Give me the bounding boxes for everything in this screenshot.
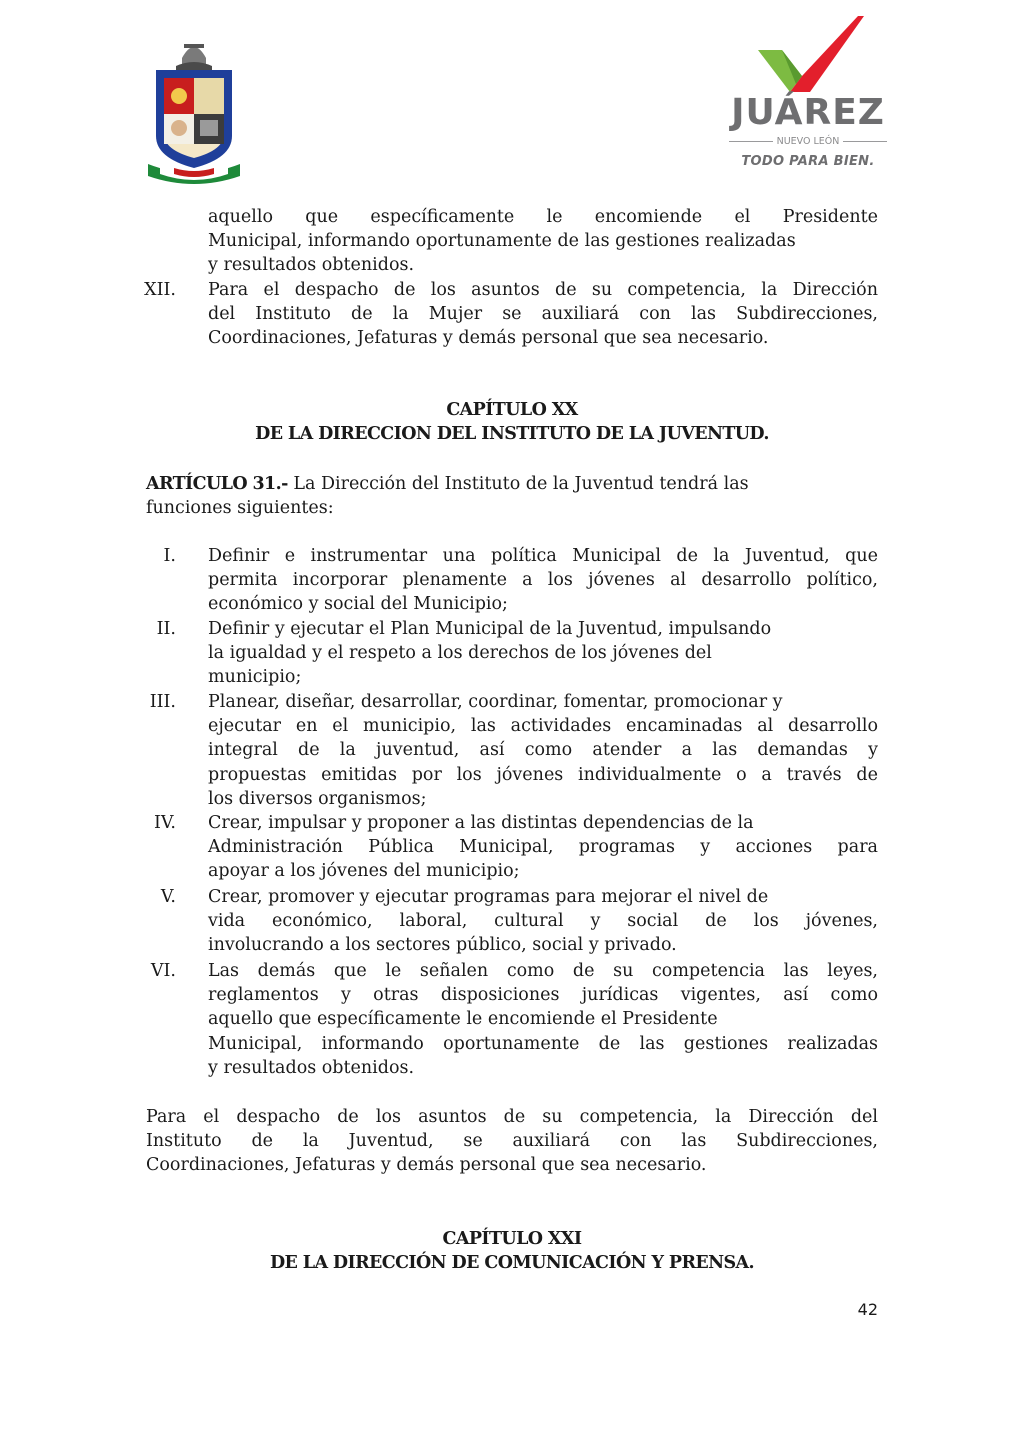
text-line: Coordinaciones, Jefaturas y demás personal que sea necesario. xyxy=(208,328,769,349)
text-line: funciones siguientes: xyxy=(146,498,334,519)
text-line: Para el despacho de los asuntos de su competencia, la Dirección del xyxy=(146,1107,878,1127)
item-number: VI. xyxy=(150,961,176,981)
list-item xyxy=(208,544,878,617)
list-item xyxy=(208,959,878,1080)
text-line: propuestas emitidas por los jóvenes individualmente o a través de xyxy=(208,764,878,785)
text-line: económico y social del Municipio; xyxy=(208,594,508,615)
text-line: y resultados obtenidos. xyxy=(208,1057,415,1078)
text-line: Las demás que le señalen como de su competencia las leyes, xyxy=(208,961,878,981)
text-line: ejecutar en el municipio, las actividades encaminadas al desarrollo xyxy=(208,716,878,737)
text-line: Municipal, informando oportunamente de las gestiones realizadas xyxy=(208,231,796,252)
text-line: integral de la juventud, así como atender a las demandas y xyxy=(208,740,878,761)
text-line: municipio; xyxy=(208,667,302,688)
text-line: involucrando a los sectores público, social y privado. xyxy=(208,935,677,956)
text-line: Crear, impulsar y proponer a las distintas dependencias de la xyxy=(208,813,754,833)
text-line: la igualdad y el respeto a los derechos de los jóvenes del xyxy=(208,643,712,664)
article-label: ARTÍCULO 31.- xyxy=(146,474,288,494)
text-line: y resultados obtenidos. xyxy=(208,255,415,276)
closing-paragraph xyxy=(146,1105,878,1178)
text-line: Administración Pública Municipal, programas y acciones para xyxy=(208,837,878,858)
text-line: Definir y ejecutar el Plan Municipal de la Juventud, impulsando xyxy=(208,619,772,639)
chapter-title: CAPÍTULO XX xyxy=(446,400,578,420)
text-line: permita incorporar plenamente a los jóvenes al desarrollo político, xyxy=(208,570,878,591)
text-line: Planear, diseñar, desarrollar, coordinar, fomentar, promocionar y xyxy=(208,692,783,712)
list-item xyxy=(208,885,878,958)
list-item xyxy=(208,690,878,811)
text-line: vida económico, laboral, cultural y social de los jóvenes, xyxy=(208,911,878,932)
text-line: Instituto de la Juventud, se auxiliará con las Subdirecciones, xyxy=(146,1131,878,1152)
article-paragraph xyxy=(146,472,878,520)
text-line: Para el despacho de los asuntos de su competencia, la Dirección xyxy=(208,280,878,300)
item-number: III. xyxy=(149,692,176,712)
text-line xyxy=(146,472,878,496)
list-item xyxy=(208,278,878,351)
item-number: V. xyxy=(160,887,176,907)
item-number: II. xyxy=(156,619,176,639)
item-number: XII. xyxy=(144,280,176,300)
text-line: apoyar a los jóvenes del municipio; xyxy=(208,861,520,882)
list-item xyxy=(208,617,878,690)
page-number: 42 xyxy=(857,1300,878,1319)
item-number: IV. xyxy=(153,813,176,833)
text-line: Definir e instrumentar una política Municipal de la Juventud, que xyxy=(208,546,878,566)
text-line: aquello que específicamente le encomiende el Presidente xyxy=(208,1009,718,1030)
logo-subtitle xyxy=(722,136,894,147)
chapter-title: CAPÍTULO XXI xyxy=(442,1229,582,1249)
text-line: reglamentos y otras disposiciones jurídicas vigentes, así como xyxy=(208,985,878,1006)
chapter-subtitle: DE LA DIRECCIÓN DE COMUNICACIÓN Y PRENSA. xyxy=(269,1253,755,1273)
item-number: I. xyxy=(163,546,176,566)
text-line: Municipal, informando oportunamente de las gestiones realizadas xyxy=(208,1033,878,1054)
text-line: Coordinaciones, Jefaturas y demás personal que sea necesario. xyxy=(146,1155,707,1176)
municipal-crest-icon xyxy=(146,36,242,184)
chapter-subtitle: DE LA DIRECCION DEL INSTITUTO DE LA JUVENTUD. xyxy=(255,424,769,444)
logo-subtitle-text: NUEVO LEÓN xyxy=(776,136,840,147)
text-line: los diversos organismos; xyxy=(208,788,427,809)
logo-tagline: TODO PARA BIEN. xyxy=(741,154,875,169)
continuation-paragraph xyxy=(208,205,878,278)
text-line: del Instituto de la Mujer se auxiliará con las Subdirecciones, xyxy=(208,304,878,325)
list-item xyxy=(208,811,878,884)
text-line: Crear, promover y ejecutar programas para mejorar el nivel de xyxy=(208,887,769,907)
logo-wordmark: JUÁREZ xyxy=(731,92,885,133)
article-text: La Dirección del Instituto de la Juventud tendrá las xyxy=(287,474,749,494)
text-line: aquello que específicamente le encomiende el Presidente xyxy=(208,207,878,227)
